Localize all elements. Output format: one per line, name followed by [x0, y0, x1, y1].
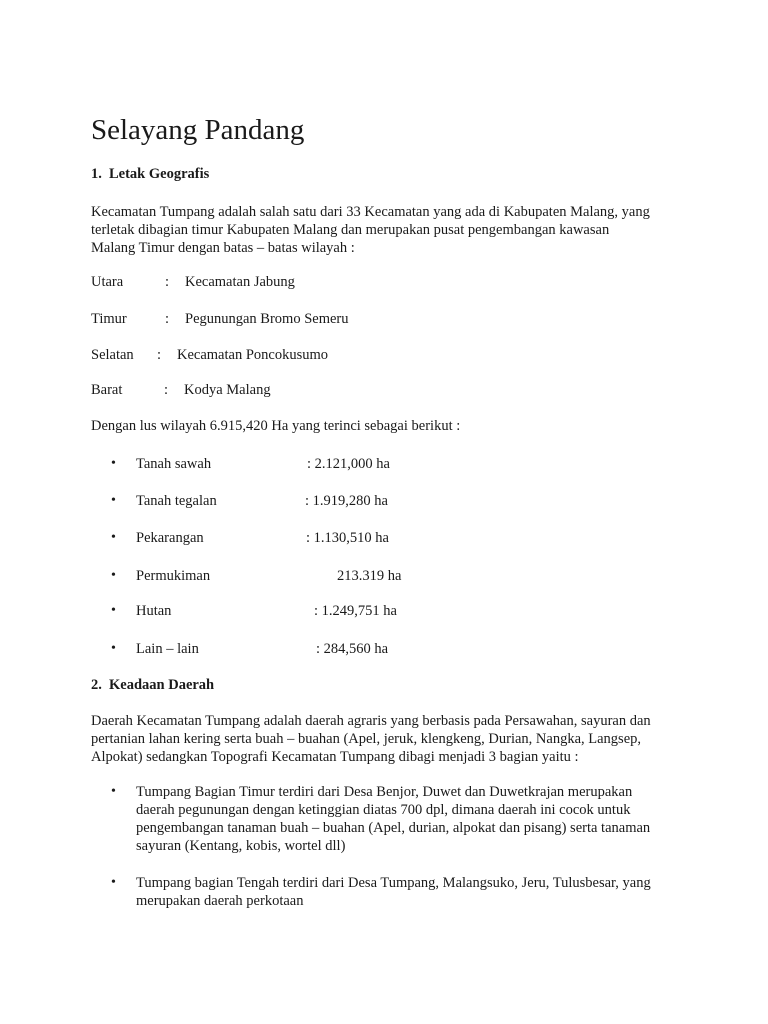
- border-value: Kecamatan Jabung: [185, 274, 295, 290]
- border-value: Pegunungan Bromo Semeru: [185, 311, 349, 327]
- section-title: Keadaan Daerah: [109, 677, 215, 693]
- border-label: Utara: [91, 274, 124, 290]
- land-use-amount: : 1.249,751 ha: [314, 603, 397, 619]
- section-number: 2.: [91, 677, 102, 693]
- bullet-icon: •: [111, 875, 116, 890]
- land-use-name: Tanah tegalan: [136, 493, 217, 509]
- border-label: Barat: [91, 382, 123, 398]
- border-separator: :: [165, 311, 170, 327]
- land-use-amount: : 1.130,510 ha: [306, 530, 389, 546]
- land-use-amount: 213.319 ha: [337, 568, 402, 584]
- topography-part-text: [136, 874, 696, 910]
- bullet-icon: •: [111, 784, 116, 799]
- border-value: Kecamatan Poncokusumo: [177, 347, 329, 363]
- paragraph-line: pertanian lahan kering serta buah – buahan (Apel, jeruk, klengkeng, Durian, Nangka, Langsep,: [91, 731, 642, 747]
- section2-intro-paragraph: [91, 712, 691, 766]
- section-heading-keadaan-daerah: [91, 676, 214, 694]
- border-label: Selatan: [91, 347, 134, 363]
- section-number: 1.: [91, 166, 102, 182]
- section-heading-letak-geografis: [91, 165, 209, 183]
- land-use-name: Hutan: [136, 603, 172, 619]
- border-value: Kodya Malang: [184, 382, 271, 398]
- land-use-name: Permukiman: [136, 568, 211, 584]
- paragraph-line: Tumpang bagian Tengah terdiri dari Desa Tumpang, Malangsuko, Jeru, Tulusbesar, yang: [136, 875, 651, 891]
- bullet-icon: •: [111, 603, 116, 618]
- paragraph-line: sayuran (Kentang, kobis, wortel dll): [136, 838, 346, 854]
- bullet-icon: •: [111, 568, 116, 583]
- paragraph-line: terletak dibagian timur Kabupaten Malang dan merupakan pusat pengembangan kawasan: [91, 222, 610, 238]
- paragraph-line: pengembangan tanaman buah – buahan (Apel, durian, alpokat dan pisang) serta tanaman: [136, 820, 651, 836]
- paragraph-line: daerah pegunungan dengan ketinggian diatas 700 dpl, dimana daerah ini cocok untuk: [136, 802, 631, 818]
- section1-intro-paragraph: [91, 203, 691, 257]
- paragraph-line: merupakan daerah perkotaan: [136, 893, 304, 909]
- border-separator: :: [165, 274, 170, 290]
- land-use-name: Pekarangan: [136, 530, 204, 546]
- border-separator: :: [157, 347, 162, 363]
- page-title: Selayang Pandang: [91, 114, 305, 146]
- land-use-amount: : 1.919,280 ha: [305, 493, 388, 509]
- section-title: Letak Geografis: [109, 166, 210, 182]
- border-separator: :: [164, 382, 169, 398]
- topography-part-text: [136, 783, 696, 855]
- paragraph-line: Daerah Kecamatan Tumpang adalah daerah agraris yang berbasis pada Persawahan, sayuran dan: [91, 713, 651, 729]
- bullet-icon: •: [111, 493, 116, 508]
- paragraph-line: Malang Timur dengan batas – batas wilayah :: [91, 240, 355, 256]
- bullet-icon: •: [111, 530, 116, 545]
- land-use-name: Tanah sawah: [136, 456, 212, 472]
- paragraph-line: Kecamatan Tumpang adalah salah satu dari 33 Kecamatan yang ada di Kabupaten Malang, yang: [91, 204, 650, 220]
- land-use-amount: : 2.121,000 ha: [307, 456, 390, 472]
- bullet-icon: •: [111, 641, 116, 656]
- land-use-name: Lain – lain: [136, 641, 199, 657]
- land-use-amount: : 284,560 ha: [316, 641, 389, 657]
- paragraph-line: Alpokat) sedangkan Topografi Kecamatan Tumpang dibagi menjadi 3 bagian yaitu :: [91, 749, 579, 765]
- bullet-icon: •: [111, 456, 116, 471]
- paragraph-line: Tumpang Bagian Timur terdiri dari Desa Benjor, Duwet dan Duwetkrajan merupakan: [136, 784, 633, 800]
- border-label: Timur: [91, 311, 127, 327]
- area-statement: Dengan lus wilayah 6.915,420 Ha yang terinci sebagai berikut :: [91, 418, 461, 434]
